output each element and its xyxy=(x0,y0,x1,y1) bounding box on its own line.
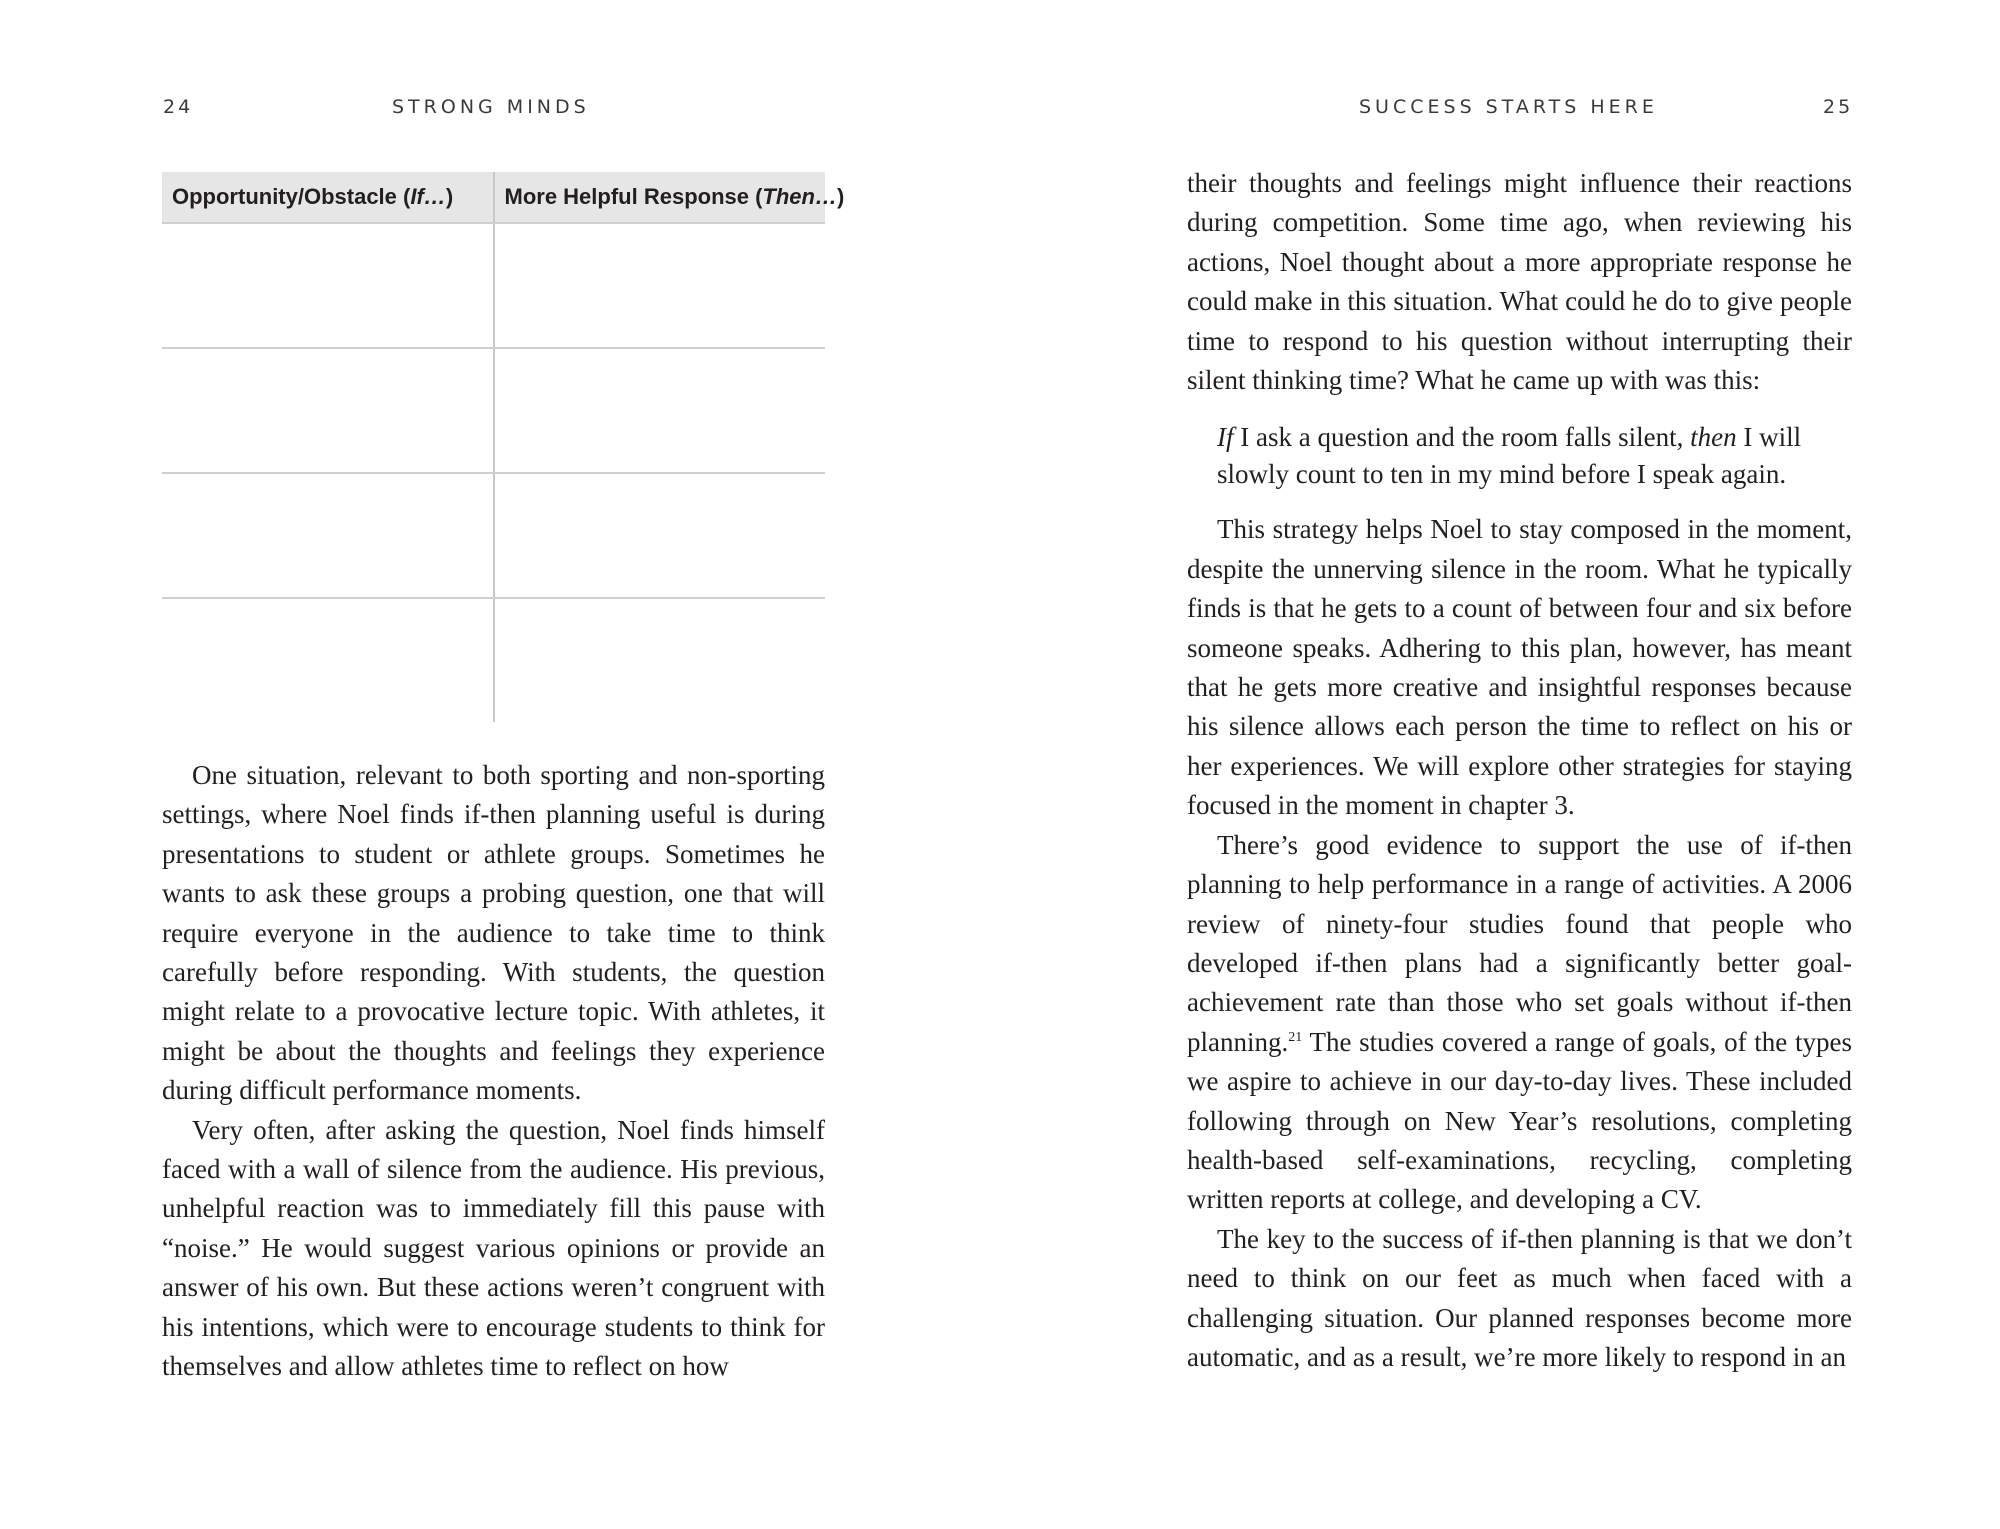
body-paragraph: their thoughts and feelings might influence their reactions during competition. Some time ago, when reviewing his actions, Noel thought about a more appropriate response he could make in this situation. What could he do to give people time to respond to his question without interrupting their silent thinking time? What he came up with was this: xyxy=(1187,168,1852,396)
if-then-plan-quote: If I ask a question and the room falls silent, then I will slowly count to ten in my mind before I speak again. xyxy=(1217,422,1802,490)
left-running-head: STRONG MINDS xyxy=(392,96,590,118)
table-row xyxy=(162,223,825,348)
body-paragraph: This strategy helps Noel to stay composed in the moment, despite the unnerving silence in the room. What he typically finds is that he gets to a count of between four and six before someone speaks. Adhering to this plan, however, has meant that he gets more creative and insightful responses because his silence allows each person the time to reflect on his or her experiences. We will explore other strategies for staying focused in the moment in chapter 3. xyxy=(1187,514,1852,821)
right-page-body xyxy=(1187,164,1852,1377)
table-row xyxy=(162,348,825,473)
left-page-number: 24 xyxy=(163,96,194,118)
table-cell-empty xyxy=(494,223,826,348)
table-cell-empty xyxy=(494,598,826,722)
table-cell-empty xyxy=(162,598,494,722)
if-then-worksheet-table xyxy=(162,172,845,722)
table-header-response: More Helpful Response (Then…) xyxy=(494,172,826,223)
left-page-body xyxy=(162,756,825,1387)
table-header-opportunity: Opportunity/Obstacle (If…) xyxy=(162,172,494,223)
body-paragraph: The key to the success of if-then planning is that we don’t need to think on our feet as much when faced with a challenging situation. Our planned responses become more automatic, and as a result, we’re more likely to respond in an xyxy=(1187,1223,1852,1372)
body-paragraph: There’s good evidence to support the use of if-then planning to help performance in a range of activities. A 2006 review of ninety-four studies found that people who developed if-then plans had a significantly better goal-achievement rate than those who set goals without if-then planning.$^{21}$ The studies covered a range of goals, of the types we aspire to achieve in our day-to-day lives. These included following through on New Year’s resolutions, completing health-based self-examinations, recycling, completing written reports at college, and developing a CV. xyxy=(1187,829,1852,1215)
table-row xyxy=(162,473,825,598)
table-row xyxy=(162,598,825,722)
table-cell-empty xyxy=(162,223,494,348)
body-paragraph: One situation, relevant to both sporting and non-sporting settings, where Noel finds if-then planning useful is during presentations to student or athlete groups. Sometimes he wants to ask these groups a probing question, one that will require everyone in the audience to take time to think carefully before responding. With students, the question might relate to a provocative lecture topic. With athletes, it might be about the thoughts and feelings they experience during difficult performance moments. xyxy=(162,760,825,1106)
table-cell-empty xyxy=(494,473,826,598)
right-page-number: 25 xyxy=(1823,96,1854,118)
table-cell-empty xyxy=(162,348,494,473)
footnote-ref: 21 xyxy=(1288,1029,1303,1045)
table-cell-empty xyxy=(494,348,826,473)
right-running-head: SUCCESS STARTS HERE xyxy=(1359,96,1658,118)
table-cell-empty xyxy=(162,473,494,598)
body-paragraph: Very often, after asking the question, Noel finds himself faced with a wall of silence from the audience. His previous, unhelpful reaction was to immediately fill this pause with “noise.” He would suggest various opinions or provide an answer of his own. But these actions weren’t congruent with his intentions, which were to encourage students to think for themselves and allow athletes time to reflect on how xyxy=(162,1114,825,1382)
